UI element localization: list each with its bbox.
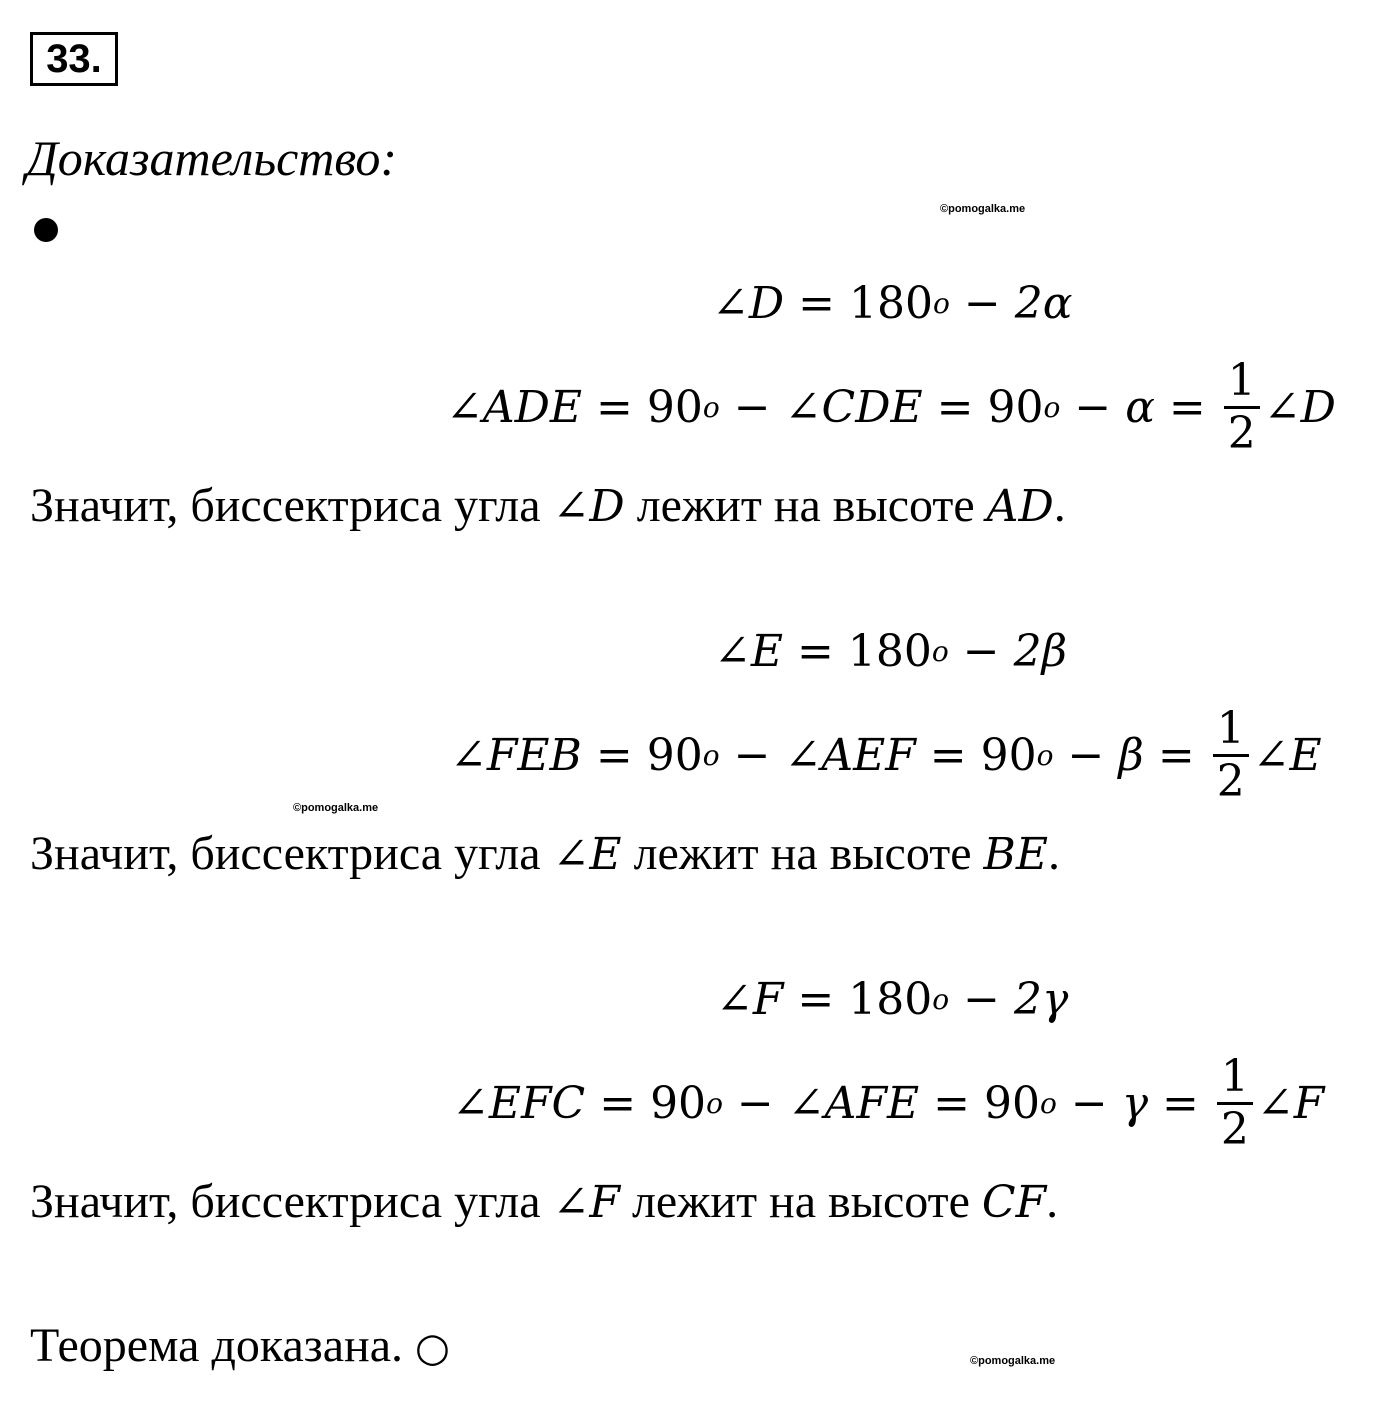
fraction-denominator: 2 (1220, 1104, 1249, 1155)
fraction-denominator: 2 (1227, 408, 1256, 459)
eq-sign: = (797, 626, 834, 677)
eq-number: 90 (983, 1077, 1040, 1129)
conclusion-text: лежит на высоте (636, 479, 975, 532)
eq-sign: = (1157, 729, 1195, 781)
minus-sign: − (963, 278, 1001, 329)
eq-sign: = (798, 278, 836, 329)
conclusion-height: BE (983, 829, 1048, 880)
proof-heading: Доказательство: (26, 130, 398, 186)
eq-number: 90 (646, 381, 703, 433)
eq-lhs: ∠EFC (452, 1077, 586, 1129)
eq-sign: = (797, 974, 835, 1025)
conclusion-period: . (1046, 1175, 1059, 1228)
eq-lhs: ∠D (712, 278, 785, 329)
conclusion-d (30, 476, 1066, 537)
conclusion-height: CF (981, 1177, 1047, 1228)
minus-sign: − (733, 381, 771, 433)
equation-angle-f: ∠F = 180 o − 2γ (716, 972, 1068, 1028)
eq-number: 180 (849, 278, 934, 329)
eq-number: 90 (980, 729, 1037, 781)
minus-sign: − (1070, 1077, 1108, 1129)
eq-sign: = (936, 381, 974, 433)
equation-angle-e: ∠E = 180 o − 2β (714, 624, 1067, 680)
eq-rhs: 2γ (1014, 974, 1069, 1025)
end-of-proof-icon: ○ (415, 1325, 450, 1371)
conclusion-angle: ∠E (552, 829, 622, 880)
eq-sign: = (595, 729, 633, 781)
eq-sign: = (933, 1077, 970, 1129)
eq-angle: ∠CDE (784, 381, 923, 433)
final-text: Теорема доказана. (30, 1319, 404, 1372)
eq-angle: ∠D (1263, 381, 1336, 433)
watermark: ©pomogalka.me (940, 203, 1026, 215)
conclusion-angle: ∠F (552, 1177, 620, 1228)
fraction-one-half (1213, 704, 1249, 807)
fraction-numerator: 1 (1220, 1051, 1249, 1102)
eq-sign: = (599, 1077, 637, 1129)
eq-number: 90 (646, 729, 703, 781)
fraction-numerator: 1 (1227, 355, 1256, 406)
watermark: ©pomogalka.me (293, 802, 379, 814)
eq-angle: ∠E (1252, 729, 1322, 781)
minus-sign: − (1067, 729, 1105, 781)
fraction-one-half (1224, 356, 1260, 459)
minus-sign: − (963, 974, 1000, 1025)
eq-rhs: 2β (1013, 626, 1068, 677)
equation-angle-d: ∠D = 180 o − 2α (712, 276, 1072, 332)
fraction-one-half (1217, 1052, 1253, 1155)
bullet-icon (34, 218, 58, 242)
eq-variable: β (1118, 729, 1144, 781)
eq-sign: = (1168, 381, 1206, 433)
eq-lhs: ∠F (716, 974, 784, 1025)
final-statement (30, 1316, 450, 1378)
minus-sign: − (733, 729, 771, 781)
eq-angle: ∠AFE (787, 1077, 920, 1129)
conclusion-height: AD (986, 481, 1054, 532)
eq-number: 180 (848, 974, 933, 1025)
equation-angle-ade: ∠ADE = 90 o − ∠CDE = 90 o − α = $\frac{1}{2}$ ∠D (446, 355, 1336, 459)
eq-angle: ∠AEF (784, 729, 916, 781)
eq-angle: ∠F (1256, 1077, 1325, 1129)
conclusion-period: . (1047, 827, 1060, 880)
eq-sign: = (596, 381, 633, 433)
eq-sign: = (1162, 1077, 1199, 1129)
conclusion-f (30, 1172, 1058, 1233)
eq-rhs: 2α (1014, 278, 1073, 329)
eq-number: 180 (847, 626, 932, 677)
equation-angle-efc: ∠EFC = 90 o − ∠AFE = 90 o − γ = $\frac{1}{2}$ ∠F (452, 1051, 1325, 1155)
conclusion-text: Значит, биссектриса угла (30, 1175, 541, 1228)
minus-sign: − (1074, 381, 1112, 433)
fraction-denominator: 2 (1216, 756, 1245, 807)
watermark: ©pomogalka.me (970, 1355, 1056, 1367)
eq-variable: γ (1121, 1077, 1148, 1129)
eq-number: 90 (650, 1077, 707, 1129)
conclusion-angle: ∠D (552, 481, 625, 532)
equation-angle-feb: ∠FEB = 90 o − ∠AEF = 90 o − β = $\frac{1}{2}$ ∠E (450, 703, 1322, 807)
conclusion-text: Значит, биссектриса угла (30, 479, 541, 532)
fraction-numerator: 1 (1216, 703, 1245, 754)
minus-sign: − (736, 1077, 774, 1129)
conclusion-text: лежит на высоте (633, 827, 972, 880)
eq-sign: = (929, 729, 967, 781)
eq-lhs: ∠ADE (446, 381, 583, 433)
eq-lhs: ∠E (714, 626, 783, 677)
problem-number: 33. (30, 32, 118, 86)
eq-variable: α (1125, 381, 1155, 433)
eq-lhs: ∠FEB (450, 729, 582, 781)
minus-sign: − (962, 626, 1000, 677)
eq-number: 90 (987, 381, 1044, 433)
conclusion-text: Значит, биссектриса угла (30, 827, 541, 880)
conclusion-period: . (1053, 479, 1066, 532)
conclusion-e (30, 824, 1060, 885)
conclusion-text: лежит на высоте (631, 1175, 970, 1228)
